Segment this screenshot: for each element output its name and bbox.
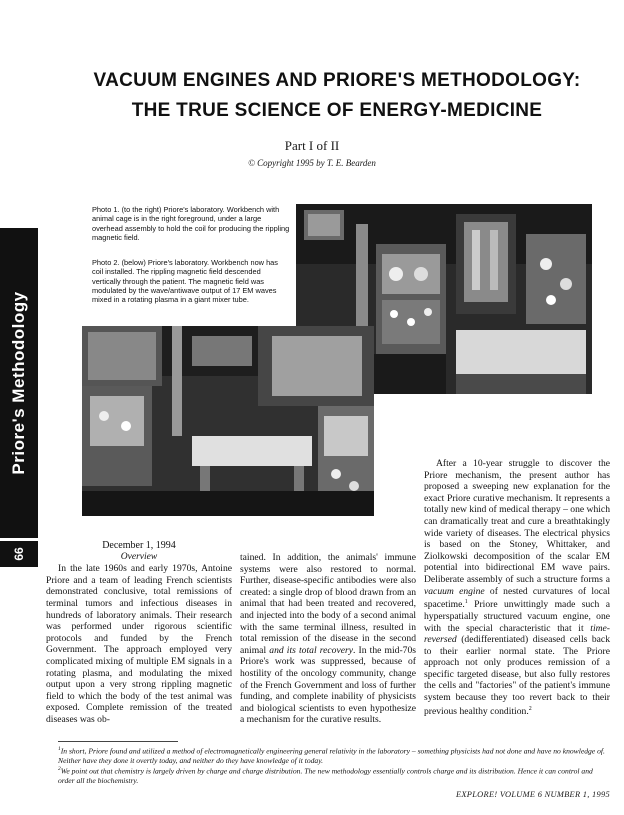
side-tab (0, 228, 38, 538)
col2-text-a: tained. In addition, the animals' immune systems were also restored to normal. Further, disease-specific antibodies were also created: a single drop of blood drawn from an animal that had been treated and recovered, and injected into the body of a second animal with the same terminal illness, resulted in total remission of the disease in the second animal (240, 552, 416, 656)
title-line-2: THE TRUE SCIENCE OF ENERGY-MEDICINE (131, 100, 543, 121)
footnote-1-text: In short, Priore found and utilized a method of electromagnetically engineering general relativity in the laboratory – something physicists had not done and have no knowledge of. Neither have they done it overtly today, and neither do they have knowledge of it today. (58, 746, 605, 765)
footnote-2 (58, 765, 610, 785)
footnote-1 (58, 745, 610, 765)
page-number: 66 (12, 547, 26, 561)
col3-text-3: Priore unwittingly made such a hyperspatially structured vacuum engine, one with the special characteristic that it (424, 599, 610, 634)
col2-text-b: . In the mid-70s Priore's work was suppressed, because of hostility of the oncology community, change of the French Government and loss of further funding, and complete inability of physicists and biological scientists to even hypothesize a mechanism for the curative results. (240, 644, 416, 726)
caption-photo-1: Photo 1. (to the right) Priore's laboratory. Workbench with animal cage is in the right foreground, under a large overhead assembly to hold the coil for producing the rippling magnetic field. (92, 205, 290, 242)
footnote-ref-1: 1 (464, 599, 468, 606)
caption-photo-2: Photo 2. (below) Priore's laboratory. Workbench now has coil installed. The rippling magnetic field descended vertically through the patient. The magnetic field was modulated by the wave/antiwave output of 17 EM waves mixed in a rotating plasma in a giant mixer tube. (92, 258, 278, 305)
col3-text-1: After a 10-year struggle to discover the Priore mechanism, the present author has proposed a sweeping new explanation for the exact Priore curative mechanism. It represents a totally new kind of medical therapy – one which can dramatically treat and cure a breathtakingly wide variety of diseases. The electrical physics is based on the Stoney, Whittaker, and Ziolkowski decomposition of the scalar EM potential into bidirectional EM wave pairs. Deliberate assembly of such a structure forms a (424, 458, 610, 585)
column-1 (46, 540, 232, 726)
col3-emphasis-2: time-reversed (424, 622, 610, 646)
part-label: Part I of II (284, 138, 340, 153)
col3-emphasis-1: vacuum engine (424, 585, 485, 597)
journal-footer: EXPLORE! VOLUME 6 NUMBER 1, 1995 (455, 790, 610, 799)
column-3 (424, 458, 610, 717)
footnote-ref-2: 2 (528, 705, 532, 712)
overview-heading: Overview (120, 551, 158, 562)
footnote-2-text: We point out that chemistry is largely driven by charge and charge distribution. The new methodology essentially controls charge and its distribution. Hence it can control and order all the biochemistry. (58, 766, 593, 785)
article-date: December 1, 1994 (102, 540, 176, 551)
col3-text-2: of nested curvatures of local spacetime. (424, 585, 610, 611)
column-2 (240, 552, 416, 726)
col2-emphasis: and its total recovery (269, 644, 353, 656)
footnote-2-mark: 2 (58, 766, 61, 772)
photo-2-workbench (82, 326, 374, 516)
column-1-text: In the late 1960s and early 1970s, Antoine Priore and a team of leading French scientists demonstrated conclusive, total remissions of terminal tumors and infectious diseases in hundreds of laboratory animals. Their research was performed under rigorous scientific protocols and funded by the French Government. The approach employed very complicated mixing of multiple EM signals in a rotating plasma, and modulating the mixed output upon a very strong rippling magnetic field to which the body of the test animal was exposed. Complete remission of the treated diseases was ob- (46, 563, 232, 725)
footnote-1-mark: 1 (58, 746, 61, 752)
footnote-rule (58, 741, 178, 742)
page-number-box (0, 541, 38, 567)
column-2-text (240, 552, 416, 726)
copyright: © Copyright 1995 by T. E. Bearden (248, 158, 376, 168)
col3-text-4: (dedifferentiated) diseased cells back to their earlier normal state. The Priore approach not only produces remission of a specific targeted disease, but also fully restores the cells and "factories" of the patient's immune system because they too revert back to their previous healthy condition. (424, 634, 610, 717)
title-line-1: VACUUM ENGINES AND PRIORE'S METHODOLOGY: (93, 70, 581, 91)
column-3-text (424, 458, 610, 717)
side-tab-label: Priore's Methodology (9, 291, 28, 475)
